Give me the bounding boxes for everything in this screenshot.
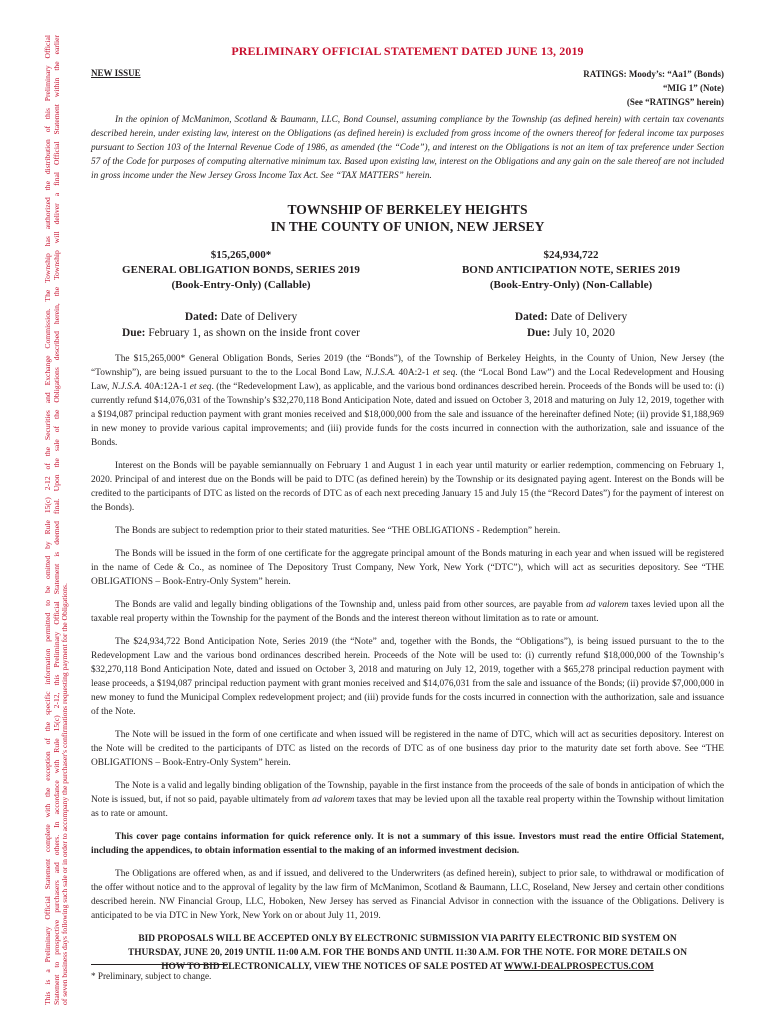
paragraph-quick-reference: This cover page contains information for quick reference only. It is not a summary of this issue. Investors must read the entire Official Statement, including the appendices, to obtain information essential to the making of an informed investment decision. (91, 832, 724, 856)
paragraph-note-issuance: The $24,934,722 Bond Anticipation Note, Series 2019 (the “Note” and, together with the Bonds, the “Obligations”), is being issued pursuant to the to the Redevelopment Law and the various bond ordinances described herein. Proceeds of the Note will be used to: (i) currently refund $18,000,000 of the Township’s $32,270,118 Bond Anticipation Note, dated and issued on October 3, 2018 and maturing on July 12, 2019, together with a $65,278 principal reduction payment with lease proceeds, a $194,087 principal reduction payment with grant monies received and $14,076,031 from the sale and issuance of the Bonds; (ii) provide $7,000,000 in new money to fund the Municipal Complex redevelopment project; and (iii) provide funds for the costs incurred in connection with the authorization, sale and issuance of the Note. (91, 637, 724, 717)
issuer-county: IN THE COUNTY OF UNION, NEW JERSEY (270, 219, 545, 234)
note-dated (421, 309, 721, 325)
note-due-label: Due: (527, 327, 551, 339)
bonds-name: GENERAL OBLIGATION BONDS, SERIES 2019 (122, 264, 360, 276)
paragraph-redemption: The Bonds are subject to redemption prior to their stated maturities. See “THE OBLIGATIONS - Redemption” herein. (115, 526, 561, 536)
new-issue-label: NEW ISSUE (91, 68, 141, 78)
bonds-due-label: Due: (122, 327, 146, 339)
bonds-dated-value: Date of Delivery (217, 311, 298, 323)
note-dated-value: Date of Delivery (547, 311, 628, 323)
side-notice-line: This is a Preliminary Official Statement complete with the exception of the specific information permitted to be omitted by Rule 15(c) 2-12 of the Securities and Exchange Commission. The Township has authorized the distribution of this Preliminary Official (43, 35, 52, 1005)
tax-opinion-paragraph: In the opinion of McManimon, Scotland & Baumann, LLC, Bond Counsel, assuming compliance by the Township (as defined herein) with certain tax covenants described herein, under existing law, interest on the Obligations (as defined herein) is excluded from gross income of the owners thereof for federal income tax purposes pursuant to Section 103 of the Internal Revenue Code of 1986, as amended (the “Code”), and interest on the Obligations is not an item of tax preference under Section 57 of the Code for purposes of computing alternative minimum tax. Based upon existing law, interest on the Obligations and any gain on the sale thereof are not included in gross income under the New Jersey Gross Income Tax Act. See “TAX MATTERS” herein. (91, 115, 724, 181)
bonds-amount: $15,265,000* (210, 249, 272, 261)
footnote: * Preliminary, subject to change. (91, 971, 212, 981)
bonds-form: (Book-Entry-Only) (Callable) (171, 279, 311, 291)
prospectus-link[interactable]: WWW.I-DEALPROSPECTUS.COM (504, 962, 654, 972)
note-form: (Book-Entry-Only) (Non-Callable) (489, 279, 653, 291)
ratings-block (583, 68, 724, 109)
paragraph-note-form: The Note will be issued in the form of one certificate and when issued will be registered in the name of DTC, which will act as securities depository. Interest on the Note will be credited to the participants of DTC as listed on the records of DTC as of one business day prior to the maturity date set forth above. See “THE OBLIGATIONS – Book-Entry-Only System” herein. (91, 730, 724, 768)
paragraph-interest: Interest on the Bonds will be payable semiannually on February 1 and August 1 in each year until maturity or earlier redemption, commencing on February 1, 2020. Principal of and interest due on the Bonds will be paid to DTC (as defined herein) by the Township or its designated paying agent. Interest on the Bonds will be credited to the participants of DTC as listed on the records of DTC as of each next preceding January 15 and July 15 (the “Record Dates”) for the payment of interest on the Bonds). (91, 461, 724, 513)
body-text (91, 352, 724, 983)
paragraph-bonds-issuance: The $15,265,000* General Obligation Bonds, Series 2019 (the “Bonds”), of the Township of Berkeley Heights, in the County of Union, New Jersey (the “Township”), are being issued pursuant to the to the Local Bond Law, N.J.S.A. 40A:2-1 et seq. (the “Local Bond Law”) and the Local Redevelopment and Housing Law, N.J.S.A. 40A:12A-1 et seq. (the “Redevelopment Law), as applicable, and the various bond ordinances described herein. Proceeds of the Bonds will be used to: (i) currently refund $14,076,031 of the Township’s $32,270,118 Bond Anticipation Note, dated and issued on October 3, 2018 and maturing on July 12, 2019, together with a $194,087 principal reduction payment with grant monies received and $18,000,000 from the sale and issuance of the hereinafter defined Note; (ii) provide $1,188,969 in new money to provide various capital improvements; and (iii) provide funds for the costs incurred in connection with the authorization, sale and issuance of the Bonds. (91, 354, 724, 448)
ratings-line: “MIG 1” (Note) (663, 82, 724, 93)
bonds-due-value: February 1, as shown on the inside front cover (145, 327, 360, 339)
bonds-dated (91, 309, 391, 325)
paragraph-bonds-security: The Bonds are valid and legally binding obligations of the Township and, unless paid from other sources, are payable from ad valorem taxes levied upon all the taxable real property within the Township for the payment of the Bonds and the interest thereon without limitation as to rate or amount. (91, 600, 725, 624)
paragraph-book-entry: The Bonds will be issued in the form of one certificate for the aggregate principal amount of the Bonds maturing in each year and when issued will be registered in the name of Cede & Co., as nominee of The Depository Trust Company, New York, New York (“DTC”), which will act as securities depository. See “THE OBLIGATIONS – Book-Entry-Only System” herein. (91, 549, 724, 587)
side-margin-notice (44, 35, 70, 1005)
ratings-line: RATINGS: Moody’s: “Aa1” (Bonds) (583, 69, 724, 79)
bid-proposals-notice: BID PROPOSALS WILL BE ACCEPTED ONLY BY ELECTRONIC SUBMISSION VIA PARITY ELECTRONIC BID SYSTEM ON THURSDAY, JUNE 20, 2019 UNTIL 11:00 A.M. FOR THE BONDS AND UNTIL 11:30 A.M. FOR THE NOTE. FOR MORE DETAILS ON HOW TO BID ELECTRONICALLY, VIEW THE NOTICES OF SALE POSTED AT WWW.I-DEALPROSPECTUS.COM (127, 934, 687, 972)
note-name: BOND ANTICIPATION NOTE, SERIES 2019 (461, 264, 681, 276)
note-due-value: July 10, 2020 (550, 327, 615, 339)
side-notice-line: Statement to prospective purchasers and others. In accordance with Rule 15(c) 2-12, this Preliminary Official Statement is deemed final. Upon the sale of the Obligations described herein, the Township will deliver a final Official Statement within the earlier (51, 35, 61, 1005)
issuer-heading (91, 201, 724, 235)
preliminary-title: PRELIMINARY OFFICIAL STATEMENT DATED JUNE 13, 2019 (231, 44, 584, 58)
bonds-due (91, 325, 391, 341)
side-notice-line: of seven business days following such sale or in order to accompany the purchaser's confirmations requesting payment for the Obligations. (60, 583, 70, 1005)
note-due (421, 325, 721, 341)
note-amount: $24,934,722 (543, 249, 599, 261)
bonds-summary (91, 248, 391, 341)
note-dated-label: Dated: (514, 311, 548, 323)
footnote-divider (91, 964, 228, 965)
paragraph-offering: The Obligations are offered when, as and if issued, and delivered to the Underwriters (as defined herein), subject to prior sale, to withdrawal or modification of the offer without notice and to the approval of legality by the law firm of McManimon, Scotland & Baumann, LLC, Roseland, New Jersey and certain other conditions described herein. NW Financial Group, LLC, Hoboken, New Jersey has served as Financial Advisor in connection with the issuance of the Obligations. Delivery is anticipated to be via DTC in New York, New York on or about July 11, 2019. (91, 869, 724, 921)
bonds-dated-label: Dated: (184, 311, 218, 323)
ratings-line: (See “RATINGS” herein) (626, 96, 724, 107)
note-summary (421, 248, 721, 341)
paragraph-note-security: The Note is a valid and legally binding obligation of the Township, payable in the first instance from the proceeds of the sale of bonds in anticipation of which the Note is issued, but, if not so paid, payable ultimately from ad valorem taxes that may be levied upon all the taxable real property within the Township without limitation as to rate or amount. (91, 781, 724, 819)
issuer-name: TOWNSHIP OF BERKELEY HEIGHTS (287, 202, 528, 217)
